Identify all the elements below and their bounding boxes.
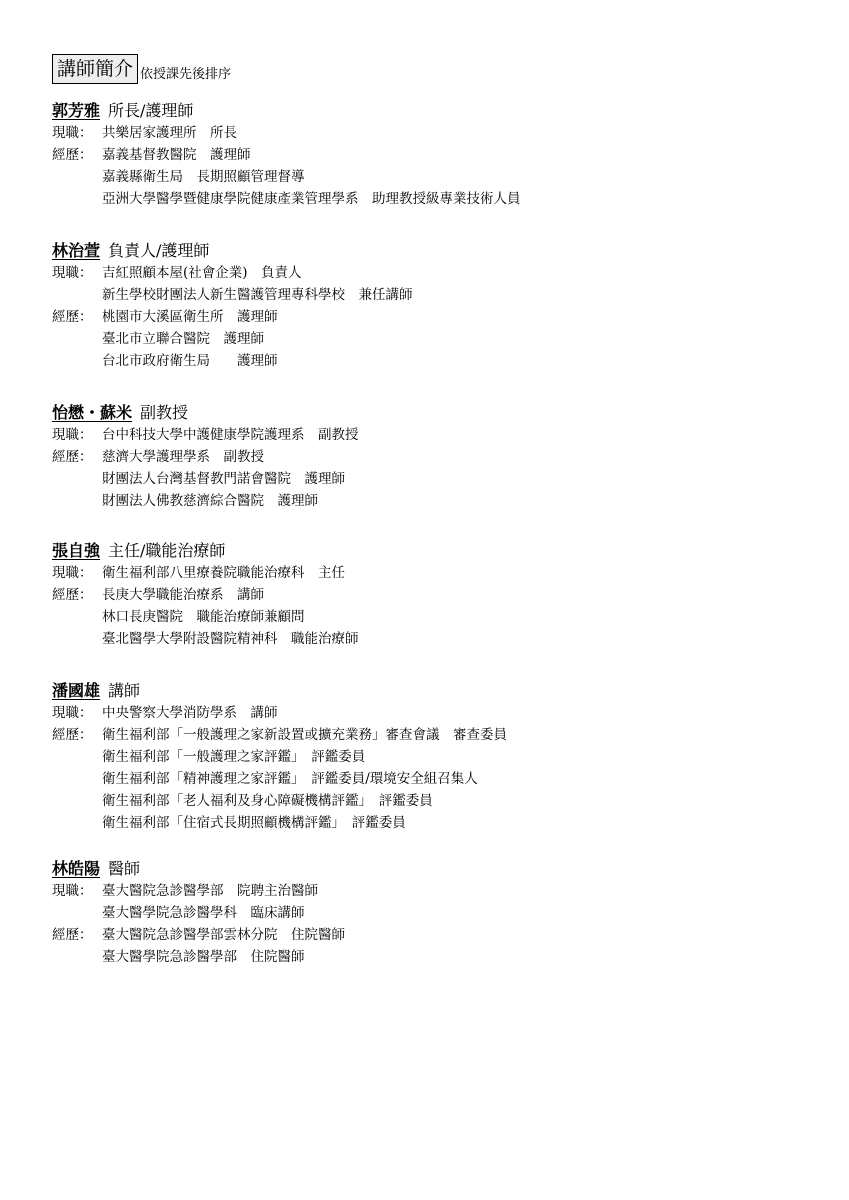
speaker-title: 所長/護理師 xyxy=(108,101,194,120)
experience-entry: 臺北市立聯合醫院 護理師 xyxy=(102,331,264,347)
experience-row xyxy=(52,628,812,650)
current-position-row xyxy=(52,284,812,306)
experience-row xyxy=(52,946,812,968)
experience-entry: 財團法人台灣基督教門諾會醫院 護理師 xyxy=(102,471,345,487)
experience-row xyxy=(52,812,812,834)
speaker-name: 郭芳雅 xyxy=(52,101,101,120)
header-title-box: 講師簡介 xyxy=(52,54,138,84)
experience-entry: 衛生福利部「一般護理之家新設置或擴充業務」審查會議 審查委員 xyxy=(102,727,507,743)
speaker-heading xyxy=(52,858,812,880)
speaker-section xyxy=(52,540,812,650)
experience-entry: 林口長庚醫院 職能治療師兼顧問 xyxy=(102,609,305,625)
experience-label xyxy=(52,328,102,350)
page-header xyxy=(52,50,812,84)
experience-entry: 臺大醫院急診醫學部雲林分院 住院醫師 xyxy=(102,927,345,943)
experience-label xyxy=(52,746,102,768)
speaker-section xyxy=(52,680,812,834)
experience-label: 經歷： xyxy=(52,587,93,603)
experience-row xyxy=(52,468,812,490)
experience-entry: 嘉義縣衛生局 長期照顧管理督導 xyxy=(102,169,305,185)
experience-row xyxy=(52,188,812,210)
experience-entry: 亞洲大學醫學暨健康學院健康產業管理學系 助理教授級專業技術人員 xyxy=(102,191,521,207)
current-position-row xyxy=(52,424,812,446)
experience-entry: 台北市政府衛生局 護理師 xyxy=(102,353,278,369)
header-sort-note: 依授課先後排序 xyxy=(140,67,232,82)
current-position-entry: 中央警察大學消防學系 講師 xyxy=(102,705,278,721)
experience-entry: 衛生福利部「老人福利及身心障礙機構評鑑」 評鑑委員 xyxy=(102,793,433,809)
speaker-title: 講師 xyxy=(108,681,141,700)
speaker-profile-page xyxy=(52,50,812,84)
speaker-name: 張自強 xyxy=(52,541,101,560)
current-position-row xyxy=(52,262,812,284)
speaker-title: 負責人/護理師 xyxy=(108,241,210,260)
experience-row xyxy=(52,306,812,328)
experience-entry: 桃園市大溪區衛生所 護理師 xyxy=(102,309,278,325)
current-position-row xyxy=(52,902,812,924)
experience-label: 經歷： xyxy=(52,147,93,163)
speaker-heading xyxy=(52,100,812,122)
current-position-entry: 衛生福利部八里療養院職能治療科 主任 xyxy=(102,565,345,581)
current-position-entry: 吉紅照顧本屋(社會企業) 負責人 xyxy=(102,265,302,281)
speaker-name: 林治萱 xyxy=(52,241,101,260)
experience-entry: 臺北醫學大學附設醫院精神科 職能治療師 xyxy=(102,631,359,647)
current-position-entry: 臺大醫院急診醫學部 院聘主治醫師 xyxy=(102,883,318,899)
experience-entry: 臺大醫學院急診醫學部 住院醫師 xyxy=(102,949,305,965)
experience-entry: 長庚大學職能治療系 講師 xyxy=(102,587,264,603)
experience-label xyxy=(52,946,102,968)
experience-label: 經歷： xyxy=(52,449,93,465)
current-position-entry: 新生學校財團法人新生醫護管理專科學校 兼任講師 xyxy=(102,287,413,303)
experience-row xyxy=(52,490,812,512)
speaker-title: 副教授 xyxy=(140,403,189,422)
speaker-section xyxy=(52,402,812,512)
current-position-label: 現職： xyxy=(52,427,93,443)
experience-label xyxy=(52,768,102,790)
speaker-section xyxy=(52,858,812,968)
experience-label: 經歷： xyxy=(52,927,93,943)
experience-row xyxy=(52,790,812,812)
experience-label: 經歷： xyxy=(52,727,93,743)
experience-row xyxy=(52,350,812,372)
experience-entry: 慈濟大學護理學系 副教授 xyxy=(102,449,264,465)
current-position-label: 現職： xyxy=(52,265,93,281)
experience-row xyxy=(52,768,812,790)
current-position-row xyxy=(52,562,812,584)
current-position-label: 現職： xyxy=(52,125,93,141)
current-position-entry: 共樂居家護理所 所長 xyxy=(102,125,237,141)
current-position-label: 現職： xyxy=(52,883,93,899)
experience-entry: 財團法人佛教慈濟綜合醫院 護理師 xyxy=(102,493,318,509)
experience-label xyxy=(52,490,102,512)
experience-label xyxy=(52,790,102,812)
speaker-heading xyxy=(52,402,812,424)
experience-label xyxy=(52,812,102,834)
experience-row xyxy=(52,584,812,606)
speaker-title: 主任/職能治療師 xyxy=(108,541,226,560)
speaker-name: 林皓陽 xyxy=(52,859,101,878)
experience-label xyxy=(52,350,102,372)
experience-row xyxy=(52,144,812,166)
experience-entry: 衛生福利部「精神護理之家評鑑」 評鑑委員/環境安全組召集人 xyxy=(102,771,478,787)
current-position-row xyxy=(52,880,812,902)
experience-row xyxy=(52,746,812,768)
current-position-label xyxy=(52,284,102,306)
current-position-entry: 台中科技大學中護健康學院護理系 副教授 xyxy=(102,427,359,443)
experience-entry: 嘉義基督教醫院 護理師 xyxy=(102,147,251,163)
speaker-name: 怡懋・蘇米 xyxy=(52,403,133,422)
experience-entry: 衛生福利部「住宿式長期照顧機構評鑑」 評鑑委員 xyxy=(102,815,406,831)
current-position-row xyxy=(52,122,812,144)
speaker-name: 潘國雄 xyxy=(52,681,101,700)
experience-entry: 衛生福利部「一般護理之家評鑑」 評鑑委員 xyxy=(102,749,366,765)
speaker-section xyxy=(52,100,812,210)
experience-row xyxy=(52,166,812,188)
experience-label xyxy=(52,188,102,210)
speaker-title: 醫師 xyxy=(108,859,141,878)
experience-row xyxy=(52,724,812,746)
speaker-heading xyxy=(52,680,812,702)
current-position-label: 現職： xyxy=(52,705,93,721)
speaker-section xyxy=(52,240,812,372)
experience-row xyxy=(52,328,812,350)
experience-row xyxy=(52,924,812,946)
speaker-heading xyxy=(52,540,812,562)
experience-label xyxy=(52,606,102,628)
experience-label xyxy=(52,628,102,650)
current-position-row xyxy=(52,702,812,724)
current-position-entry: 臺大醫學院急診醫學科 臨床講師 xyxy=(102,905,305,921)
experience-label xyxy=(52,468,102,490)
speaker-heading xyxy=(52,240,812,262)
experience-label: 經歷： xyxy=(52,309,93,325)
current-position-label xyxy=(52,902,102,924)
experience-row xyxy=(52,446,812,468)
current-position-label: 現職： xyxy=(52,565,93,581)
experience-row xyxy=(52,606,812,628)
experience-label xyxy=(52,166,102,188)
